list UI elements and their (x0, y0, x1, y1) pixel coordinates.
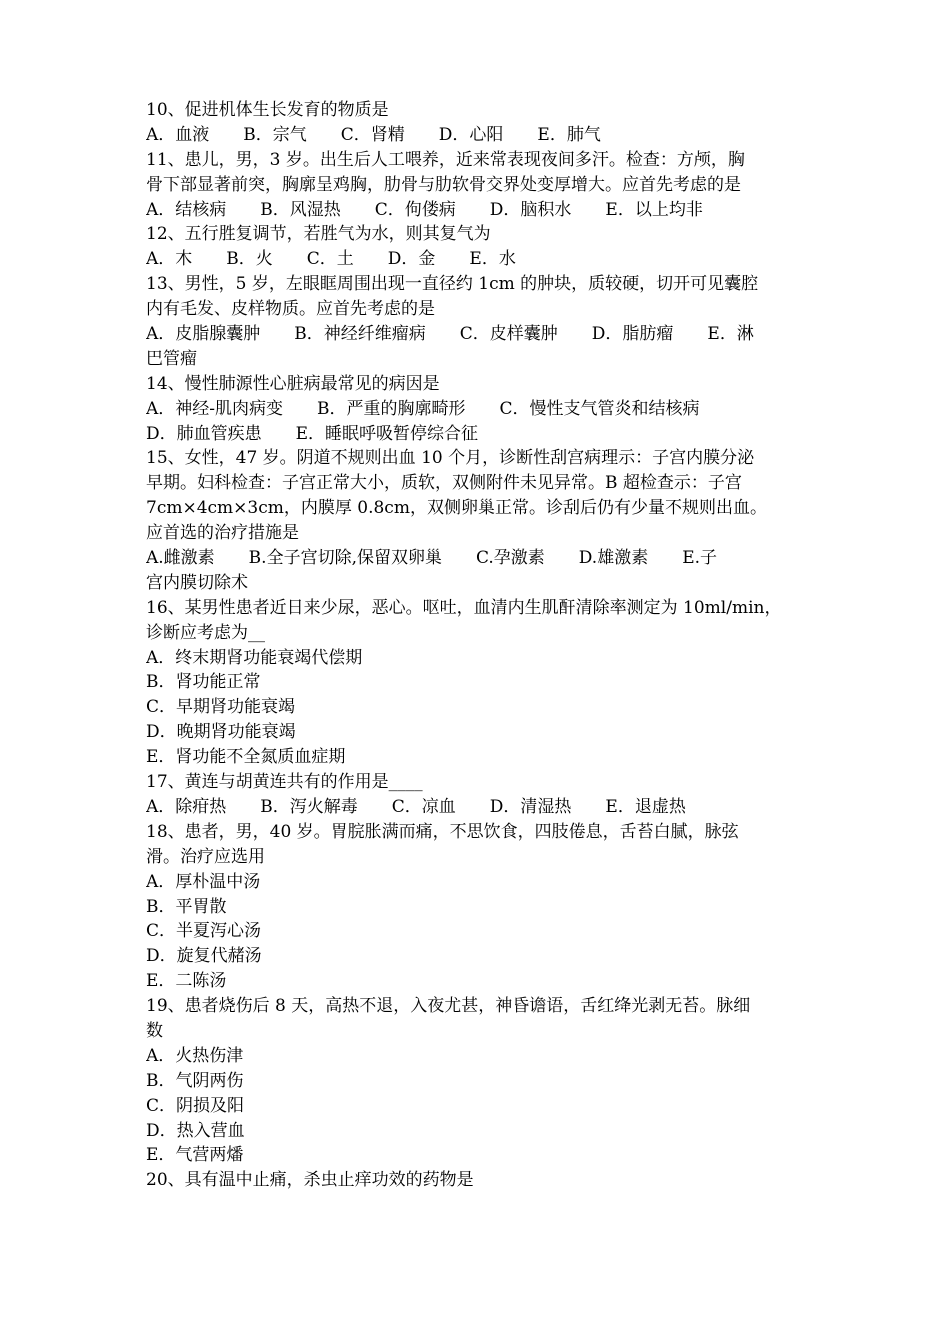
question-19-option-c: C．阴损及阳 (146, 1095, 245, 1116)
question-15-stem: 15、女性，47 岁。阴道不规则出血 10 个月，诊断性刮宫病理示：子宫内膜分泌 (146, 448, 755, 469)
question-18-stem: 18、患者，男，40 岁。胃脘胀满而痛，不思饮食，四肢倦息，舌苔白腻，脉弦 (146, 821, 739, 842)
question-15-stem: 应首选的治疗措施是 (146, 523, 299, 544)
question-11-stem: 骨下部显著前突，胸廓呈鸡胸，肋骨与肋软骨交界处变厚增大。应首先考虑的是 (146, 174, 741, 195)
question-19-option-a: A．火热伤津 (146, 1045, 244, 1066)
question-13-stem: 内有毛发、皮样物质。应首先考虑的是 (146, 299, 435, 320)
question-18-option-a: A．厚朴温中汤 (146, 871, 261, 892)
question-15-stem: 7cm×4cm×3cm，内膜厚 0.8cm，双侧卵巢正常。诊刮后仍有少量不规则出血。 (146, 498, 767, 519)
question-16-option-d: D．晚期肾功能衰竭 (146, 722, 296, 743)
question-15-options: A.雌激素 B.全子宫切除,保留双卵巢 C.孕激素 D.雄激素 E.子 (146, 548, 718, 569)
question-11-options: A．结核病 B．风湿热 C．佝偻病 D．脑积水 E．以上均非 (146, 199, 703, 220)
question-19-stem: 数 (146, 1020, 163, 1041)
question-19-option-b: B．气阴两伤 (146, 1070, 244, 1091)
question-18-option-e: E．二陈汤 (146, 971, 227, 992)
question-14-options: D．肺血管疾患 E．睡眠呼吸暂停综合征 (146, 423, 479, 444)
question-20-stem: 20、具有温中止痛，杀虫止痒功效的药物是 (146, 1170, 474, 1191)
document-body (146, 98, 816, 1193)
question-10-options: A．血液 B．宗气 C．肾精 D．心阳 E．肺气 (146, 124, 601, 145)
question-14-stem: 14、慢性肺源性心脏病最常见的病因是 (146, 373, 440, 394)
question-13-stem: 13、男性，5 岁，左眼眶周围出现一直径约 1cm 的肿块，质较硬，切开可见囊腔 (146, 274, 759, 295)
question-18-stem: 滑。治疗应选用 (146, 846, 265, 867)
question-18-option-b: B．平胃散 (146, 896, 227, 917)
question-16-option-a: A．终末期肾功能衰竭代偿期 (146, 647, 363, 668)
question-18-option-c: C．半夏泻心汤 (146, 921, 262, 942)
question-10-stem: 10、促进机体生长发育的物质是 (146, 100, 389, 120)
question-11-stem: 11、患儿，男，3 岁。出生后人工喂养，近来常表现夜间多汗。检查：方颅，胸 (146, 149, 745, 170)
question-17-options: A．除疳热 B．泻火解毒 C．凉血 D．清湿热 E．退虚热 (146, 796, 686, 817)
question-12-options: A．木 B．火 C．土 D．金 E．水 (146, 249, 516, 270)
question-16-option-e: E．肾功能不全氮质血症期 (146, 747, 346, 768)
question-19-stem: 19、患者烧伤后 8 天，高热不退，入夜尤甚，神昏谵语，舌红绛光剥无苔。脉细 (146, 996, 751, 1017)
question-17-stem: 17、黄连与胡黄连共有的作用是____ (146, 772, 423, 793)
question-19-option-e: E．气营两燔 (146, 1145, 244, 1166)
question-14-options: A．神经-肌肉病变 B．严重的胸廓畸形 C．慢性支气管炎和结核病 (146, 398, 700, 419)
question-19-option-d: D．热入营血 (146, 1120, 245, 1141)
question-16-option-c: C．早期肾功能衰竭 (146, 697, 296, 718)
question-13-options: 巴管瘤 (146, 348, 197, 369)
question-16-stem: 诊断应考虑为__ (146, 622, 265, 643)
question-13-options: A．皮脂腺囊肿 B．神经纤维瘤病 C．皮样囊肿 D．脂肪瘤 E．淋 (146, 324, 754, 345)
question-16-option-b: B．肾功能正常 (146, 672, 261, 693)
question-18-option-d: D．旋复代赭汤 (146, 946, 262, 967)
question-15-stem: 早期。妇科检查：子宫正常大小，质软，双侧附件未见异常。B 超检查示：子宫 (146, 473, 742, 494)
question-12-stem: 12、五行胜复调节，若胜气为水，则其复气为 (146, 224, 491, 245)
question-15-options: 宫内膜切除术 (146, 572, 248, 593)
question-16-stem: 16、某男性患者近日来少尿，恶心。呕吐，血清内生肌酐清除率测定为 10ml/min， (146, 597, 782, 618)
